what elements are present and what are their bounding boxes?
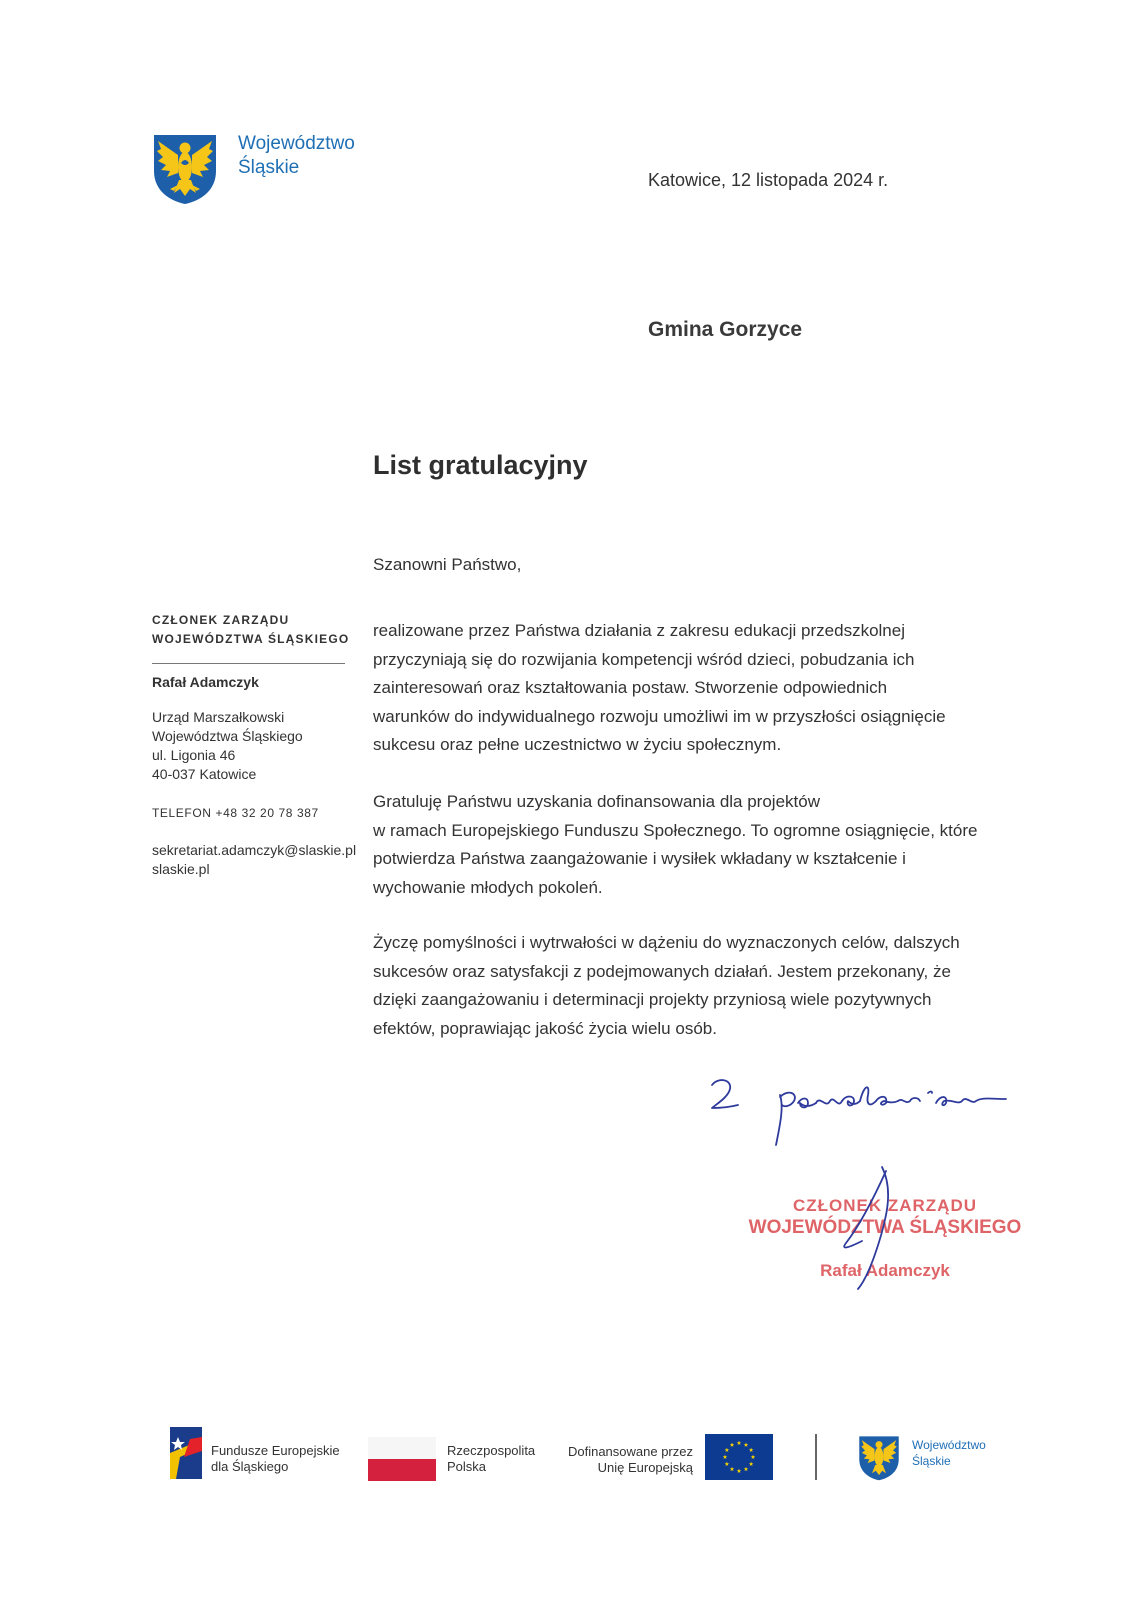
rzeczpospolita-polska-label [447, 1443, 535, 1475]
text-line: zainteresowań oraz kształtowania postaw. Stworzenie odpowiednich [373, 678, 888, 697]
rp-line2: Polska [447, 1459, 487, 1474]
stamp-line3: Rafał Adamczyk [820, 1261, 950, 1280]
letter-date: Katowice, 12 listopada 2024 r. [648, 170, 889, 190]
stamp-line1: CZŁONEK ZARZĄDU [792, 1196, 978, 1215]
sender-position-line2: WOJEWÓDZTWA ŚLĄSKIEGO [152, 632, 350, 646]
sender-contact [152, 841, 356, 879]
text-line: warunków do indywidualnego rozwoju umożliwi im w przyszłości osiągnięcie [373, 706, 946, 726]
address-line: Urząd Marszałkowski [152, 709, 285, 725]
stamp-line2: WOJEWÓDZTWA ŚLĄSKIEGO [748, 1217, 1022, 1238]
brand-name [238, 132, 355, 180]
sidebar-divider [152, 663, 345, 664]
text-line: w ramach Europejskiego Funduszu Społecznego. To ogromne osiągnięcie, które [373, 820, 978, 840]
brand-small-line1: Województwo [912, 1438, 986, 1452]
eu-line1: Dofinansowane przez [567, 1444, 693, 1459]
text-line: sukcesu oraz pełne uczestnictwo w życiu społecznym. [373, 735, 782, 754]
address-line: ul. Ligonia 46 [152, 747, 236, 763]
fe-line2: dla Śląskiego [211, 1459, 289, 1474]
sender-position-line1: CZŁONEK ZARZĄDU [152, 613, 290, 627]
fe-line1: Fundusze Europejskie [211, 1443, 340, 1458]
rp-line1: Rzeczpospolita [447, 1443, 536, 1458]
sender-name: Rafał Adamczyk [152, 674, 259, 690]
text-line: Gratuluję Państwu uzyskania dofinansowania dla projektów [373, 792, 820, 811]
wojewodztwo-slaskie-crest-icon [152, 133, 218, 205]
text-line: Życzę pomyślności i wytrwałości w dążeniu do wyznaczonych celów, dalszych [373, 933, 960, 952]
eu-flag-icon [705, 1434, 773, 1480]
text-line: realizowane przez Państwa działania z zakresu edukacji przedszkolnej [373, 621, 905, 640]
text-line: efektów, poprawiając jakość życia wielu osób. [373, 1018, 717, 1038]
sender-website-link[interactable]: slaskie.pl [152, 861, 210, 877]
text-line: przyczyniają się do rozwijania kompetencji wśród dzieci, pobudzania ich [373, 649, 915, 669]
text-line: sukcesów oraz satysfakcji z podejmowanych działań. Jestem przekonany, że [373, 961, 951, 981]
footer-separator [815, 1434, 817, 1480]
text-line: dzięki zaangażowaniu i determinacji projekty przyniosą wiele pozytywnych [373, 990, 932, 1009]
text-line: wychowanie młodych pokoleń. [373, 877, 603, 897]
sender-email-link[interactable]: sekretariat.adamczyk@slaskie.pl [152, 842, 357, 858]
address-line: 40-037 Katowice [152, 766, 257, 782]
handwritten-signature [700, 1075, 1060, 1295]
brand-line1: Województwo [238, 133, 355, 154]
sender-phone: TELEFON +48 32 20 78 387 [152, 806, 319, 820]
salutation: Szanowni Państwo, [373, 555, 522, 574]
poland-flag-icon [368, 1437, 436, 1481]
flag-red-stripe [368, 1459, 436, 1481]
eu-cofunded-label [550, 1444, 693, 1476]
text-line: potwierdza Państwa zaangażowanie i wysiłek wkładany w kształcenie i [373, 849, 906, 868]
recipient: Gmina Gorzyce [648, 318, 803, 341]
wojewodztwo-slaskie-small-crest-icon [858, 1435, 900, 1481]
brand-small-line2: Śląskie [912, 1454, 951, 1468]
sender-position [152, 611, 349, 649]
address-line: Województwa Śląskiego [152, 728, 303, 744]
eu-line2: Unię Europejską [597, 1460, 693, 1475]
letter-title: List gratulacyjny [373, 450, 588, 480]
sender-address [152, 708, 303, 784]
brand-line2: Śląskie [238, 157, 300, 178]
body-paragraph-1 [373, 617, 1013, 760]
fundusze-europejskie-logo-icon [170, 1427, 202, 1479]
body-paragraph-3 [373, 929, 1013, 1043]
fundusze-europejskie-label [211, 1443, 340, 1475]
brand-small-name [912, 1437, 986, 1469]
body-paragraph-2 [373, 788, 1013, 902]
flag-white-stripe [368, 1437, 436, 1459]
